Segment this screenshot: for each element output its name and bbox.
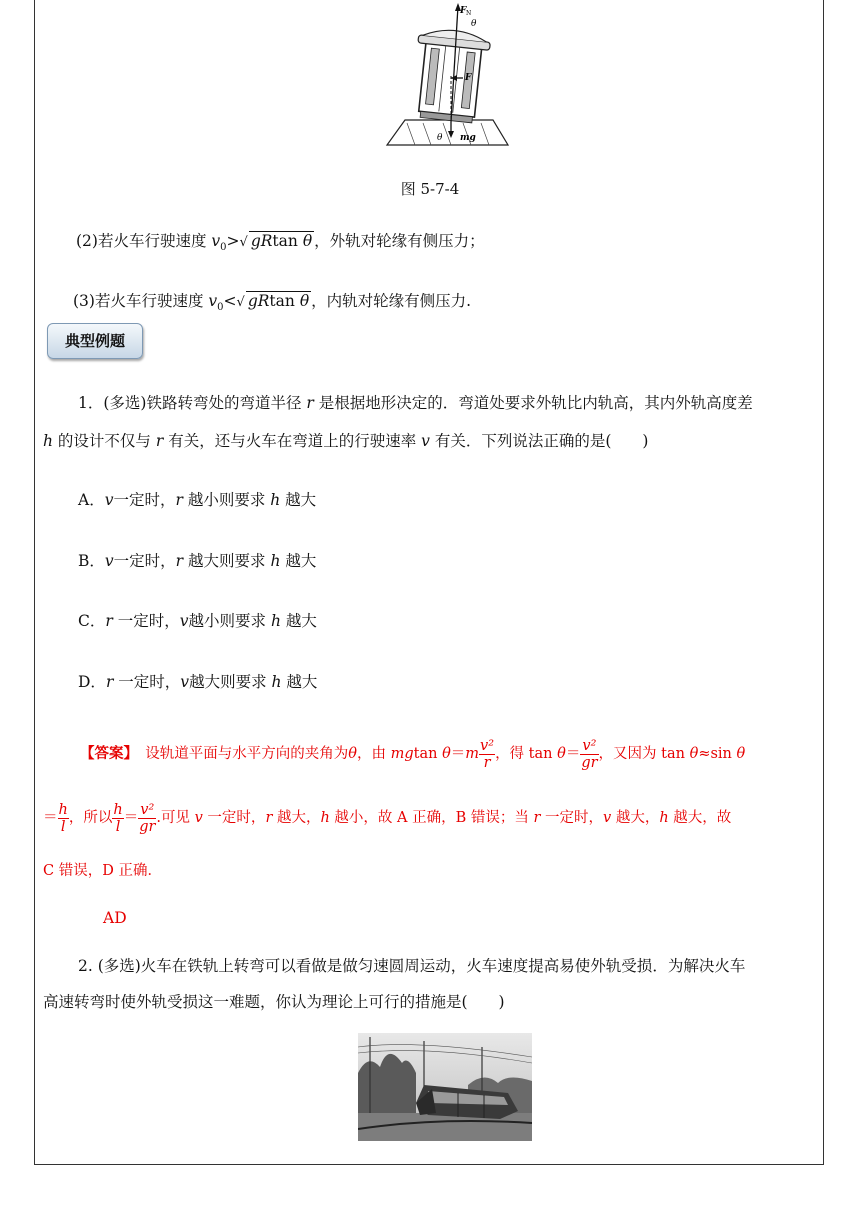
case-3-suffix: ，内轨对轮缘有侧压力. — [311, 292, 472, 310]
q1-text: 1．(多选)铁路转弯处的弯道半径 — [78, 394, 307, 412]
q1-option-c — [78, 609, 317, 633]
case-2-prefix: (2)若火车行驶速度 — [76, 232, 212, 250]
answer-text: .可见 — [156, 810, 195, 826]
train-photo — [358, 1033, 532, 1141]
answer-var: v — [603, 810, 612, 826]
answer-var: θ — [689, 746, 699, 762]
answer-line3: C 错误，D 正确． — [43, 863, 162, 879]
option-var: h — [270, 612, 281, 630]
option-text: 一定时， — [113, 673, 181, 691]
label-theta-bottom: θ — [437, 133, 443, 143]
sqrt-sign: √ — [236, 295, 245, 310]
answer-var: mg — [390, 746, 414, 762]
answer-text: 越小，故 A 正确，B 错误；当 — [329, 810, 534, 826]
case-3-theta: θ — [299, 292, 310, 310]
case-3-op: < — [223, 292, 237, 310]
case-3-tan: tan — [269, 292, 300, 310]
option-var: r — [105, 673, 114, 691]
fraction — [138, 802, 156, 835]
answer-text: ，由 — [356, 746, 391, 762]
case-3-v: v — [208, 292, 218, 310]
fraction-num: v² — [138, 802, 156, 819]
case-2-line — [76, 229, 485, 260]
fraction-den: l — [115, 818, 121, 835]
fraction — [479, 738, 495, 771]
option-label: A． — [78, 491, 105, 509]
option-var: v — [180, 673, 190, 691]
answer-var: θ — [348, 746, 357, 762]
answer-var: r — [265, 810, 273, 826]
q1-text: 是根据地形决定的．弯道处要求外轨比内轨高，其内外轨高度差 — [313, 394, 753, 412]
option-var: v — [104, 491, 114, 509]
q1-text: 的设计不仅与 — [52, 432, 156, 450]
answer-var: m — [465, 746, 480, 762]
option-text: 越大 — [280, 552, 317, 570]
option-text: 一定时， — [112, 612, 180, 630]
option-label: D． — [78, 673, 106, 691]
answer-text: ，又因为 tan — [598, 746, 690, 762]
q1-var-v: v — [421, 432, 430, 450]
answer-text: ＝ — [123, 810, 139, 826]
answer-var: θ — [442, 746, 451, 762]
option-var: h — [270, 552, 281, 570]
fraction — [112, 802, 123, 835]
figure-caption: 图 5-7-4 — [400, 180, 460, 198]
option-label: C． — [78, 612, 106, 630]
answer-result: AD — [103, 909, 127, 927]
answer-var: θ — [557, 746, 566, 762]
option-var: h — [271, 673, 282, 691]
answer-line1 — [80, 734, 745, 774]
q1-var-r: r — [155, 432, 164, 450]
case-2-gr: gR — [250, 232, 273, 250]
q1-line1 — [78, 391, 753, 415]
answer-text: ＝ — [450, 746, 466, 762]
answer-text: tan — [413, 746, 443, 762]
case-2-v: v — [211, 232, 221, 250]
label-fn-sub: N — [466, 10, 472, 17]
answer-var: h — [659, 810, 669, 826]
fraction-den: l — [60, 818, 66, 835]
answer-var: r — [533, 810, 541, 826]
option-text: 一定时， — [113, 491, 176, 509]
train-force-diagram — [385, 2, 510, 148]
answer-var: v — [194, 810, 203, 826]
option-text: 越大则要求 — [183, 552, 271, 570]
answer-var: h — [320, 810, 330, 826]
answer-line2 — [43, 798, 731, 838]
option-label: B． — [78, 552, 105, 570]
fraction-num: v² — [580, 738, 598, 755]
option-text: 越大 — [280, 612, 317, 630]
answer-text: ，所以 — [68, 810, 113, 826]
q1-text: 有关．下列说法正确的是( ) — [429, 432, 649, 450]
case-2-tan: tan — [272, 232, 303, 250]
fraction — [580, 738, 598, 771]
option-var: v — [179, 612, 189, 630]
option-text: 越大则要求 — [189, 673, 272, 691]
answer-text: 越大， — [272, 810, 321, 826]
sqrt-radicand — [249, 231, 314, 250]
option-var: r — [175, 552, 184, 570]
sqrt-sign: √ — [239, 235, 248, 250]
option-text: 一定时， — [113, 552, 176, 570]
fraction-num: v² — [480, 737, 495, 754]
answer-text: 越大，故 — [668, 810, 732, 826]
q1-text: 有关，还与火车在弯道上的行驶速率 — [163, 432, 422, 450]
q1-option-d — [78, 670, 317, 694]
fraction-num: h — [58, 801, 68, 818]
fraction-den: gr — [581, 754, 598, 771]
answer-text: ＝ — [43, 810, 58, 826]
option-var: h — [270, 491, 281, 509]
case-3-v-sub: 0 — [217, 302, 224, 314]
option-var: v — [104, 552, 114, 570]
answer-text: ，得 tan — [495, 746, 558, 762]
case-2-theta: θ — [302, 232, 313, 250]
option-var: r — [175, 491, 183, 509]
q1-option-b — [78, 549, 316, 573]
label-mg: mg — [460, 133, 476, 143]
q1-var-r: r — [306, 394, 314, 412]
q1-var-h: h — [43, 432, 53, 450]
case-3-line — [73, 289, 471, 320]
option-text: 越大 — [281, 673, 318, 691]
q1-line2 — [43, 429, 648, 453]
case-2-suffix: ，外轨对轮缘有侧压力； — [314, 232, 485, 250]
answer-text: ≈sin — [698, 746, 737, 762]
fraction-num: h — [113, 801, 123, 818]
q1-option-a — [78, 488, 316, 512]
section-badge: 典型例题 — [47, 323, 143, 359]
answer-text: 一定时， — [540, 810, 604, 826]
answer-tag: 【答案】 — [80, 745, 131, 762]
case-3-prefix: (3)若火车行驶速度 — [73, 292, 209, 310]
label-theta-top: θ — [471, 19, 477, 29]
sqrt-radicand — [246, 291, 311, 310]
fraction-den: r — [483, 754, 491, 771]
answer-text: ＝ — [565, 746, 581, 762]
answer-text: 越大， — [611, 810, 660, 826]
option-text: 越大 — [280, 491, 317, 509]
answer-var: θ — [736, 746, 746, 762]
label-f: F — [465, 73, 472, 83]
option-text: 越小则要求 — [188, 612, 271, 630]
option-var: r — [105, 612, 113, 630]
option-text: 越小则要求 — [182, 491, 271, 509]
label-fn: F — [460, 6, 467, 16]
case-3-gr: gR — [247, 292, 270, 310]
fraction — [58, 802, 69, 835]
case-2-op: > — [226, 232, 240, 250]
answer-text: 设轨道平面与水平方向的夹角为 — [145, 746, 349, 762]
q2-line1: 2. (多选)火车在铁轨上转弯可以看做是做匀速圆周运动，火车速度提高易使外轨受损．为解决火车 — [78, 957, 746, 975]
answer-text: 一定时， — [202, 810, 266, 826]
case-2-v-sub: 0 — [220, 242, 227, 254]
fraction-den: gr — [139, 818, 156, 835]
q2-line2: 高速转弯时使外轨受损这一难题，你认为理论上可行的措施是( ) — [43, 993, 505, 1011]
